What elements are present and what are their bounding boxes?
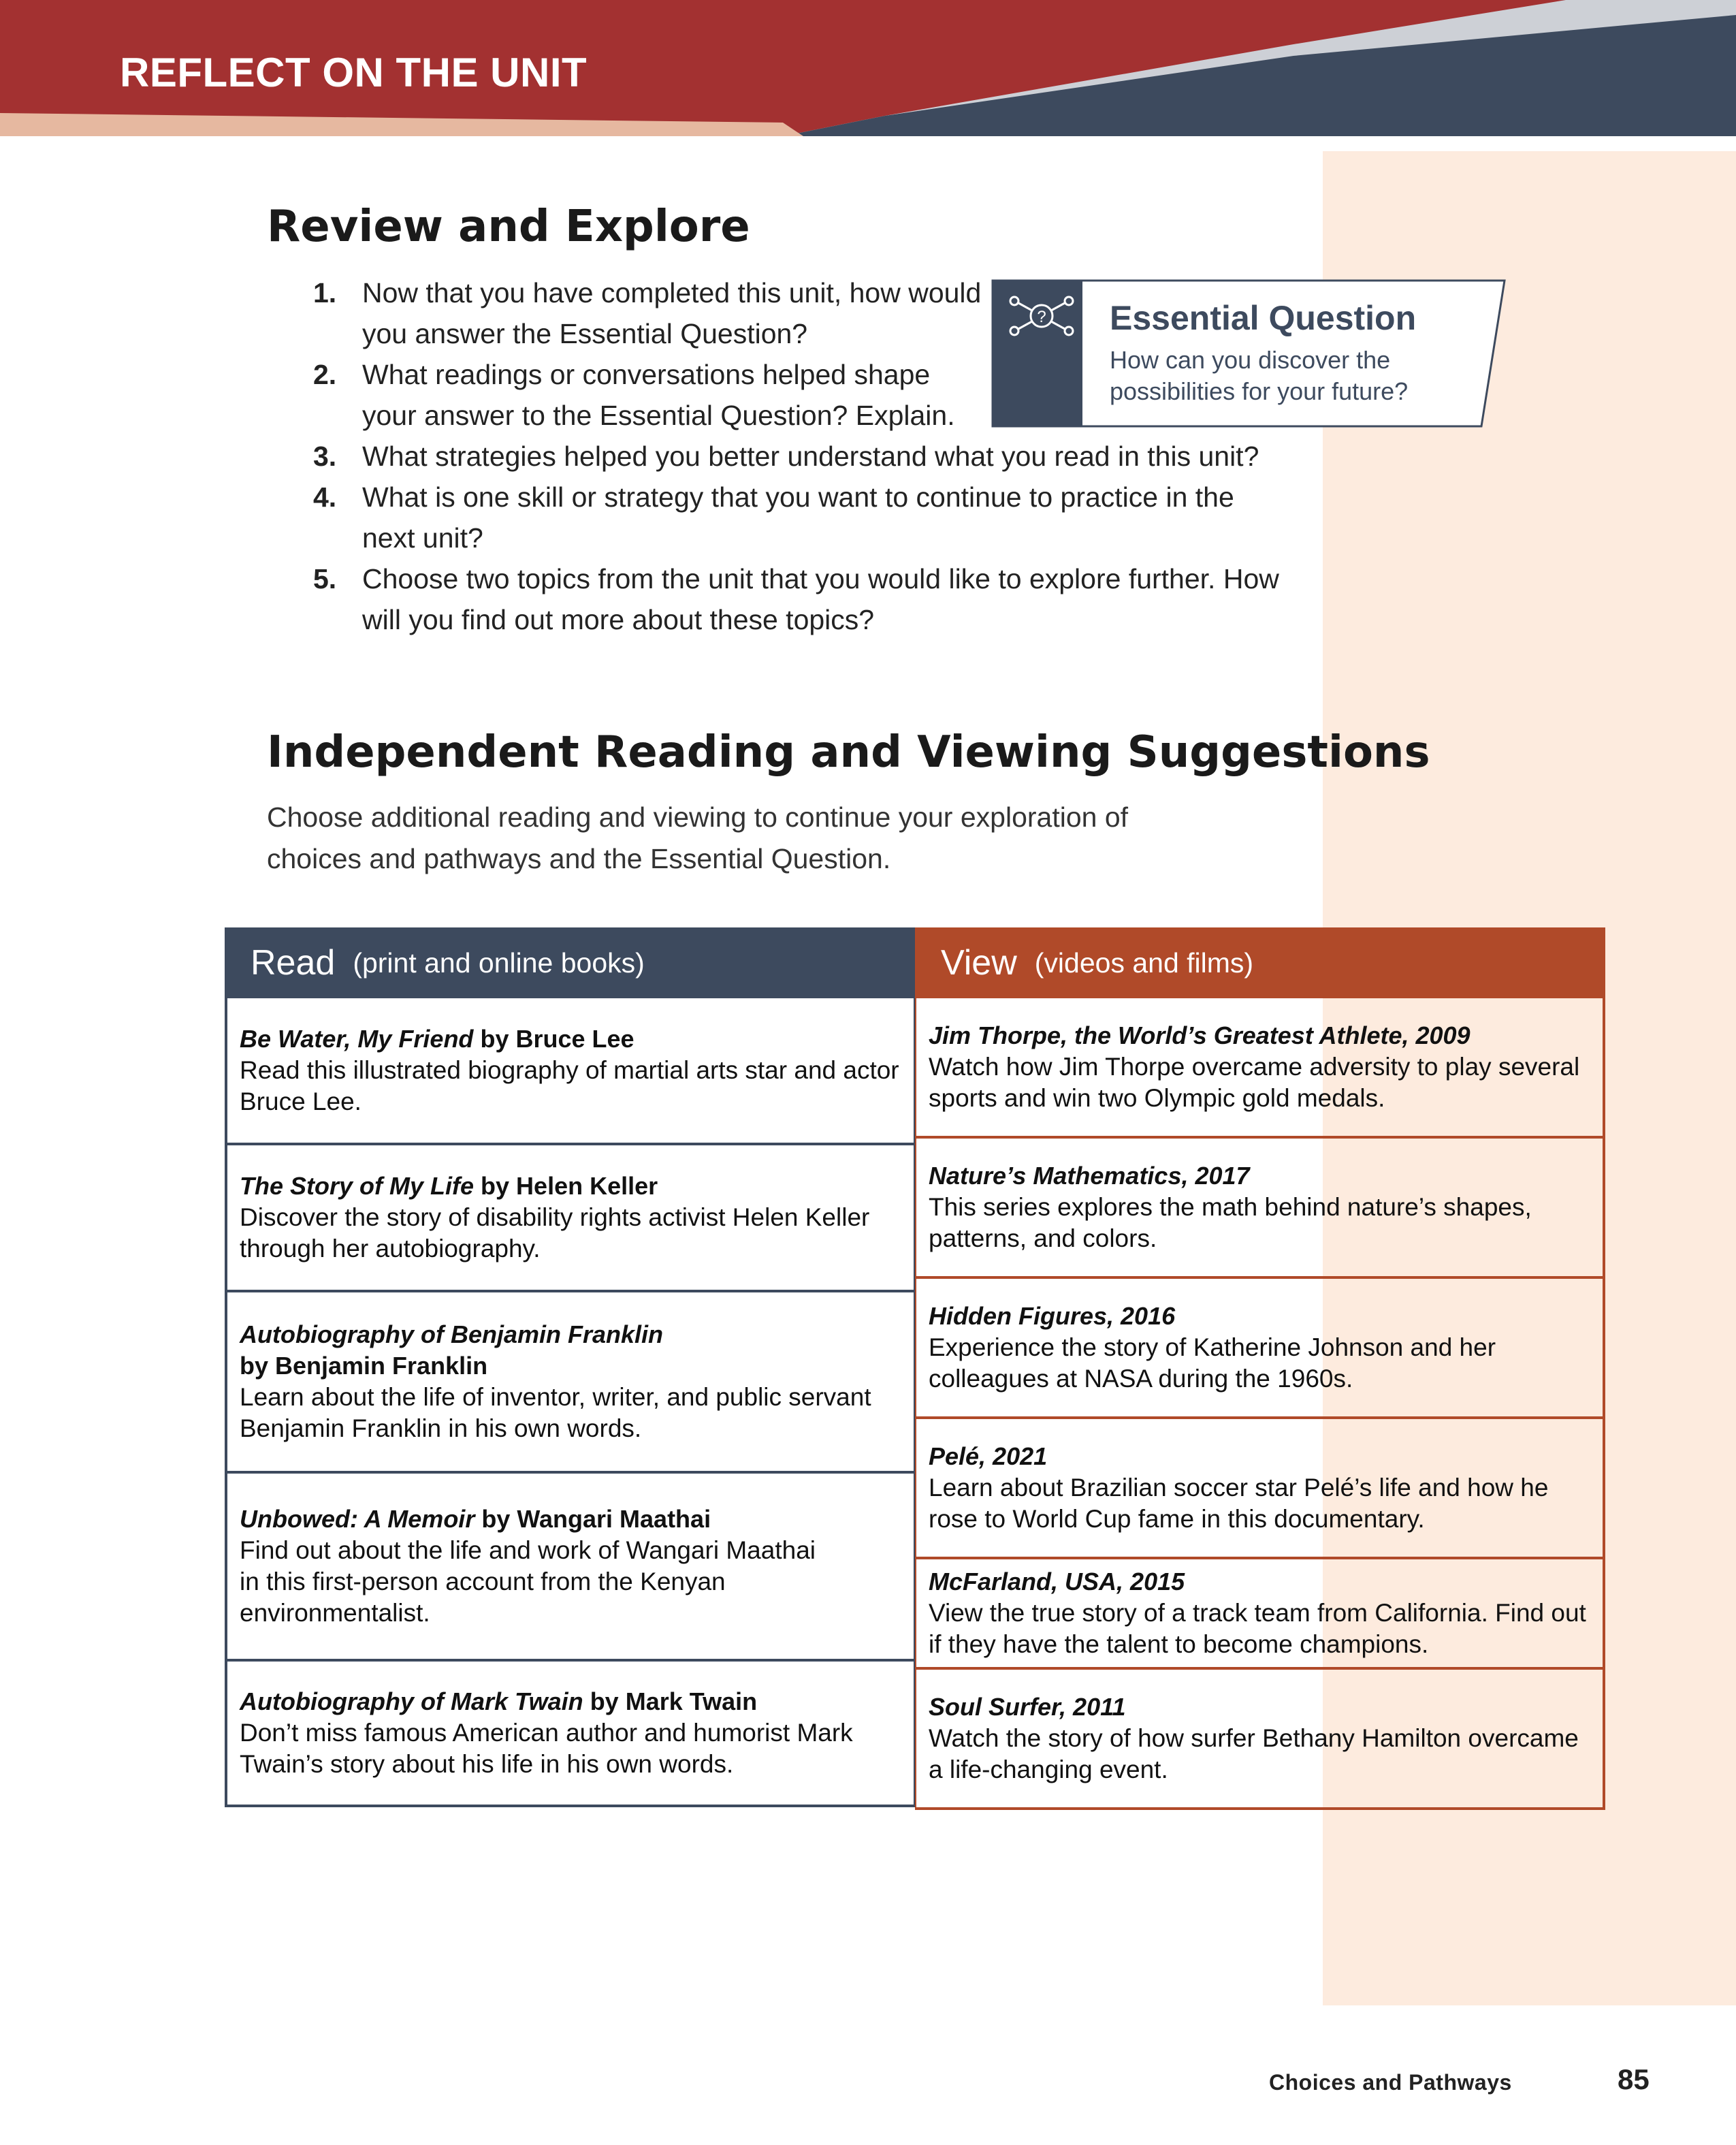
banner-title: REFLECT ON THE UNIT <box>120 50 588 95</box>
view-item <box>915 1670 1605 1810</box>
book-title: Be Water, My Friend <box>240 1025 474 1053</box>
read-item <box>225 998 915 1145</box>
question-item <box>313 436 1280 477</box>
film-description: Learn about Brazilian soccer star Pelé’s life and how he rose to World Cup fame in this documentary. <box>929 1474 1549 1533</box>
question-text: What strategies helped you better understand what you read in this unit? <box>362 441 1259 472</box>
question-item <box>313 558 1280 640</box>
read-column <box>225 927 915 1807</box>
suggestions-heading: Independent Reading and Viewing Suggestions <box>267 727 1430 778</box>
question-item <box>313 477 1280 558</box>
question-text: Now that you have completed this unit, how would you answer the Essential Question? <box>362 277 982 349</box>
question-text: Choose two topics from the unit that you would like to explore further. How will you find out more about these topics? <box>362 563 1279 635</box>
svg-text:?: ? <box>1037 308 1046 326</box>
footer-unit-label: Choices and Pathways <box>1269 2070 1512 2095</box>
view-header-label: View <box>941 943 1017 983</box>
read-item <box>225 1292 915 1474</box>
book-title: Unbowed: A Memoir <box>240 1505 475 1533</box>
book-author: by Mark Twain <box>590 1687 758 1715</box>
view-column <box>915 927 1605 1810</box>
film-description: Watch the story of how surfer Bethany Hamilton overcame a life-changing event. <box>929 1724 1579 1783</box>
film-title: Nature’s Mathematics, 2017 <box>929 1162 1250 1190</box>
review-heading: Review and Explore <box>267 202 750 252</box>
film-title: Soul Surfer, 2011 <box>929 1693 1126 1721</box>
essential-question-text: How can you discover the possibilities for your future? <box>1110 346 1409 405</box>
question-number: 5. <box>313 563 337 594</box>
question-text: What is one skill or strategy that you want to continue to practice in the next unit? <box>362 481 1234 554</box>
book-title: Autobiography of Mark Twain <box>240 1687 583 1715</box>
book-author: by Wangari Maathai <box>481 1505 711 1533</box>
book-author: by Helen Keller <box>481 1172 658 1200</box>
film-description: This series explores the math behind nature’s shapes, patterns, and colors. <box>929 1193 1532 1252</box>
view-item <box>915 1139 1605 1279</box>
book-title: The Story of My Life <box>240 1172 475 1200</box>
view-item <box>915 998 1605 1139</box>
read-item <box>225 1474 915 1662</box>
read-header-label: Read <box>251 943 336 983</box>
book-description: Find out about the life and work of Wangari Maathai in this first-person account from the Kenyan environmentalist. <box>240 1536 816 1627</box>
film-description: Watch how Jim Thorpe overcame adversity to play several sports and win two Olympic gold medals. <box>929 1053 1580 1112</box>
film-title: McFarland, USA, 2015 <box>929 1568 1185 1595</box>
film-title: Pelé, 2021 <box>929 1442 1048 1470</box>
question-network-icon <box>1005 291 1078 340</box>
essential-question-title: Essential Question <box>1110 299 1417 337</box>
question-number: 1. <box>313 277 337 308</box>
film-title: Hidden Figures, 2016 <box>929 1302 1176 1330</box>
book-author: by Benjamin Franklin <box>240 1352 488 1380</box>
view-item <box>915 1559 1605 1670</box>
book-description: Read this illustrated biography of martial arts star and actor Bruce Lee. <box>240 1056 899 1115</box>
film-description: Experience the story of Katherine Johnson and her colleagues at NASA during the 1960s. <box>929 1333 1496 1393</box>
book-description: Learn about the life of inventor, writer, and public servant Benjamin Franklin in his own words. <box>240 1383 871 1442</box>
view-header <box>915 927 1605 998</box>
read-header <box>225 927 915 998</box>
question-text: What readings or conversations helped shape your answer to the Essential Question? Explain. <box>362 359 955 431</box>
view-item <box>915 1279 1605 1419</box>
film-title: Jim Thorpe, the World’s Greatest Athlete, 2009 <box>929 1021 1470 1049</box>
read-item <box>225 1662 915 1807</box>
view-header-sub: (videos and films) <box>1034 947 1254 979</box>
page-number: 85 <box>1618 2063 1650 2095</box>
view-item <box>915 1419 1605 1559</box>
book-title: Autobiography of Benjamin Franklin <box>240 1320 664 1348</box>
question-number: 2. <box>313 359 337 390</box>
film-description: View the true story of a track team from California. Find out if they have the talent to become champions. <box>929 1599 1586 1658</box>
question-number: 4. <box>313 481 337 513</box>
read-item <box>225 1145 915 1292</box>
question-number: 3. <box>313 441 337 472</box>
book-description: Discover the story of disability rights activist Helen Keller through her autobiography. <box>240 1203 870 1262</box>
read-header-sub: (print and online books) <box>353 947 645 979</box>
book-description: Don’t miss famous American author and humorist Mark Twain’s story about his life in his own words. <box>240 1719 853 1778</box>
suggestions-intro: Choose additional reading and viewing to continue your exploration of choices and pathways and the Essential Question. <box>267 801 1129 874</box>
book-author: by Bruce Lee <box>480 1025 634 1053</box>
